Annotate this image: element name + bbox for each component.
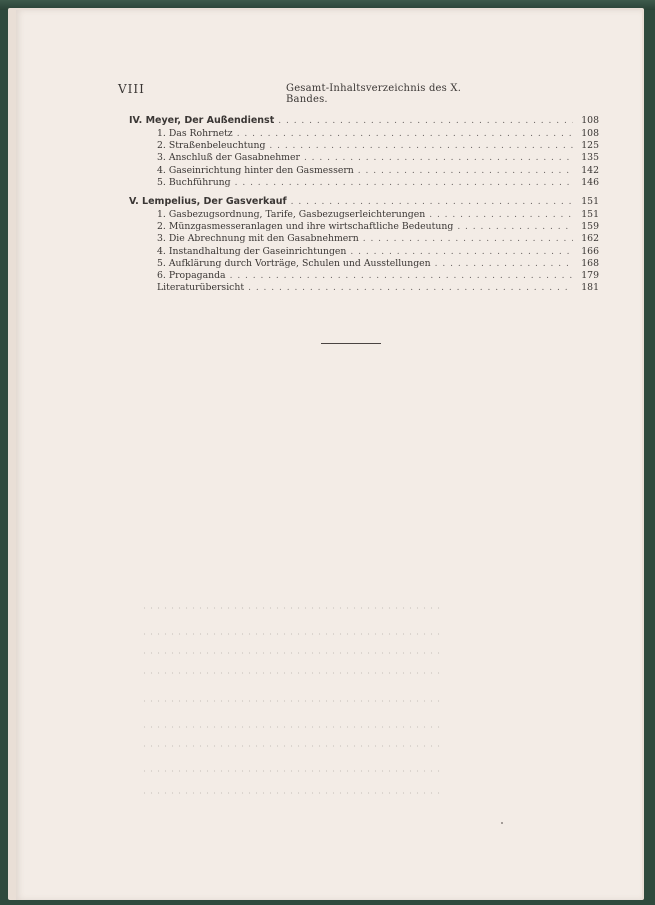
toc-entry — [129, 246, 599, 258]
page-header — [118, 82, 468, 105]
section-gap — [129, 189, 599, 196]
leader-dots — [435, 259, 573, 269]
document-page — [16, 10, 642, 900]
toc-section-v — [129, 196, 599, 209]
show-through — [141, 792, 441, 794]
toc-entry — [129, 233, 599, 245]
leader-dots — [457, 222, 573, 232]
page-ref: 108 — [581, 115, 599, 126]
paper-speck — [501, 822, 503, 824]
leader-dots — [269, 141, 573, 151]
page-ref: 108 — [581, 128, 599, 139]
toc-entry — [129, 221, 599, 233]
entry-title: 2. Straßenbeleuchtung — [157, 140, 266, 152]
page-ref: 151 — [581, 208, 599, 220]
show-through — [141, 633, 441, 635]
leader-dots — [363, 234, 573, 244]
show-through — [141, 700, 441, 702]
entry-title: 4. Instandhaltung der Gaseinrichtungen — [157, 245, 347, 257]
toc-entry — [129, 209, 599, 221]
leader-dots — [235, 178, 573, 188]
leader-dots — [304, 153, 573, 163]
entry-title: 3. Die Abrechnung mit den Gasabnehmern — [157, 233, 359, 245]
page-ref: 146 — [581, 176, 599, 188]
entry-title: 3. Anschluß der Gasabnehmer — [157, 152, 300, 164]
leader-dots — [291, 197, 573, 207]
page-ref: 142 — [581, 164, 599, 176]
running-title: Gesamt-Inhaltsverzeichnis des X. Bandes. — [286, 83, 462, 105]
show-through — [141, 770, 441, 772]
toc-entry — [129, 177, 599, 189]
entry-title: 1. Gasbezugsordnung, Tarife, Gasbezugserleichterungen — [157, 208, 426, 220]
entry-title: 1. Das Rohrnetz — [157, 128, 233, 139]
page-ref: 135 — [581, 152, 599, 164]
toc-literature — [129, 282, 599, 294]
leader-dots — [248, 283, 573, 293]
entry-title: 5. Buchführung — [157, 176, 231, 188]
toc-entry — [129, 152, 599, 164]
page-number: VIII — [118, 82, 145, 96]
page-ref: 151 — [581, 195, 599, 207]
page-ref: 162 — [581, 233, 599, 245]
show-through — [141, 745, 441, 747]
toc-entry — [129, 165, 599, 177]
show-through — [141, 607, 441, 609]
leader-dots — [429, 210, 573, 220]
show-through — [141, 652, 441, 654]
page-ref: 159 — [581, 221, 599, 233]
page-ref: 125 — [581, 140, 599, 152]
show-through — [141, 672, 441, 674]
toc-entry — [129, 128, 599, 140]
leader-dots — [358, 166, 573, 176]
page-ref: 181 — [581, 282, 599, 294]
section-title: IV. Meyer, Der Außendienst — [129, 115, 275, 126]
table-of-contents — [129, 115, 599, 294]
toc-entry — [129, 258, 599, 270]
entry-title: Literaturübersicht — [157, 282, 245, 294]
page-ref: 179 — [581, 269, 599, 281]
entry-title: 2. Münzgasmesseranlagen und ihre wirtschaftliche Bedeutung — [157, 221, 454, 233]
leader-dots — [278, 116, 573, 126]
section-title: V. Lempelius, Der Gasverkauf — [129, 195, 287, 207]
toc-entry — [129, 140, 599, 152]
leader-dots — [350, 247, 573, 257]
show-through — [141, 726, 441, 728]
leader-dots — [230, 271, 573, 281]
toc-entry — [129, 270, 599, 282]
page-ref: 168 — [581, 257, 599, 269]
entry-title: 5. Aufklärung durch Vorträge, Schulen und Ausstellungen — [157, 257, 431, 269]
entry-title: 6. Propaganda — [157, 269, 226, 281]
toc-section-iv — [129, 115, 599, 128]
leader-dots — [237, 129, 573, 139]
page-ref: 166 — [581, 245, 599, 257]
end-rule — [321, 343, 381, 344]
entry-title: 4. Gaseinrichtung hinter den Gasmessern — [157, 164, 354, 176]
